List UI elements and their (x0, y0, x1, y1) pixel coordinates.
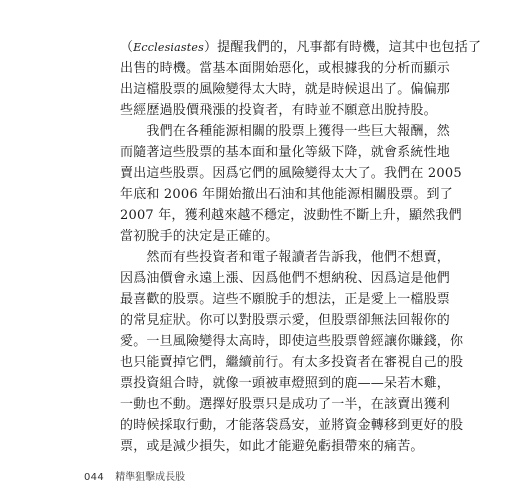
text-line: 票，或是減少損失，如此才能避免虧損帶來的痛苦。 (120, 439, 424, 454)
text-line: 而隨著這些股票的基本面和量化等級下降，就會系統性地 (120, 145, 451, 160)
text-line: 2007 年，獲利越來越不穩定，波動性不斷上升，顯然我們 (120, 208, 462, 223)
text-line: 賣出這些股票。因爲它們的風險變得太大了。我們在 2005 (120, 166, 462, 181)
paren-open: （ (120, 40, 134, 55)
text-line: 我們在各種能源相關的股票上獲得一些巨大報酬，然 (120, 124, 451, 139)
paragraph-3 (120, 247, 464, 457)
text-line: 一動也不動。選擇好股票只是成功了一半，在該賣出獲利 (120, 397, 451, 412)
page-number: 044 (84, 472, 104, 483)
book-title: 精準狙擊成長股 (115, 472, 186, 483)
text-line: 些經歷過股價飛漲的投資者，有時並不願意出脫持股。 (120, 103, 437, 118)
text-line: 然而有些投資者和電子報讀者告訴我，他們不想賣， (120, 250, 451, 265)
body-text (120, 37, 482, 457)
text-line: 年底和 2006 年開始撤出石油和其他能源相關股票。到了 (120, 187, 453, 202)
text-line: 當初脫手的決定是正確的。 (120, 229, 279, 244)
text-line: 的時候採取行動，才能落袋爲安，並將資金轉移到更好的股 (120, 418, 464, 433)
text-line (120, 37, 482, 58)
text-line: 因爲油價會永遠上漲、因爲他們不想納稅、因爲這是他們 (120, 271, 451, 286)
text-line: 也只能賣掉它們，繼續前行。有太多投資者在審視自己的股 (120, 355, 464, 370)
paragraph-2 (120, 121, 462, 247)
line-suffix: ）提醒我們的，凡事都有時機，這其中也包括了 (203, 40, 482, 55)
paragraph-1 (120, 37, 482, 121)
text-line: 票投資組合時，就像一頭被車燈照到的鹿——呆若木雞， (120, 376, 451, 391)
citation-italic: Ecclesiastes (133, 41, 204, 54)
text-line: 出這檔股票的風險變得太大時，就是時候退出了。偏偏那 (120, 82, 451, 97)
text-line: 的常見症狀。你可以對股票示愛，但股票卻無法回報你的 (120, 313, 451, 328)
page-footer (84, 468, 185, 483)
text-line: 愛。一旦風險變得太高時，即使這些股票曾經讓你賺錢，你 (120, 334, 464, 349)
text-line: 出售的時機。當基本面開始惡化，或根據我的分析而顯示 (120, 61, 451, 76)
text-line: 最喜歡的股票。這些不願脫手的想法，正是愛上一檔股票 (120, 292, 451, 307)
